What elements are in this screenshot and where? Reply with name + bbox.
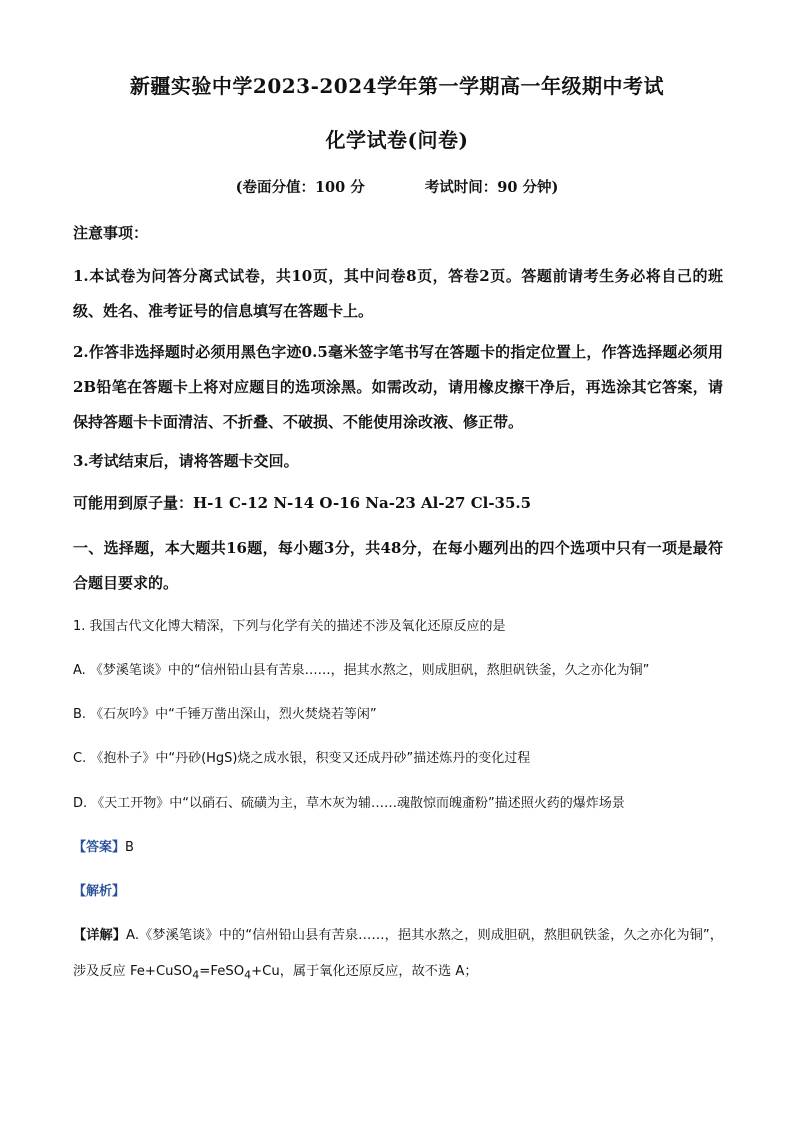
question-1-option-a: A. 《梦溪笔谈》中的“信州铅山县有苦泉……，挹其水熬之，则成胆矾，熬胆矾铁釜，久之亦化为铜” bbox=[73, 663, 650, 678]
question-1-option-b: B. 《石灰吟》中“千锤万凿出深山，烈火焚烧若等闲” bbox=[73, 707, 377, 722]
question-1-option-d: D. 《天工开物》中“以硝石、硫磺为主，草木灰为辅……魂散惊而魄齑粉”描述照火药的爆炸场景 bbox=[73, 796, 625, 811]
question-1-option-c: C. 《抱朴子》中“丹砂(HgS)烧之成水银，积变又还成丹砂”描述炼丹的变化过程 bbox=[73, 751, 531, 766]
section-heading: 一、选择题，本大题共16题，每小题3分，共48分，在每小题列出的四个选项中只有一项是最符合题目要求的。 bbox=[73, 539, 723, 592]
subscript-4b: 4 bbox=[244, 968, 252, 982]
notice-item-2: 2.作答非选择题时必须用黑色字迹0.5毫米签字笔书写在答题卡的指定位置上，作答选择题必须用2B铅笔在答题卡上将对应题目的选项涂黑。如需改动，请用橡皮擦干净后，再选涂其它答案，请保持答题卡卡面清洁、不折叠、不破损、不能使用涂改液、修正带。 bbox=[73, 343, 723, 431]
answer-line bbox=[73, 836, 134, 855]
exam-subtitle: 化学试卷(问卷) bbox=[325, 128, 469, 152]
answer-tag: 【答案】 bbox=[73, 840, 126, 855]
notice-item-1: 1.本试卷为问答分离式试卷，共10页，其中问卷8页，答卷2页。答题前请考生务必将自己的班级、姓名、准考证号的信息填写在答题卡上。 bbox=[73, 267, 723, 320]
analysis-tag: 【解析】 bbox=[73, 884, 126, 899]
score-info: (卷面分值：100 分 bbox=[235, 179, 365, 196]
time-info: 考试时间：90 分钟) bbox=[424, 179, 559, 196]
exam-title: 新疆实验中学2023-2024学年第一学期高一年级期中考试 bbox=[129, 74, 665, 98]
notice-heading: 注意事项： bbox=[73, 224, 149, 242]
question-1-stem: 1. 我国古代文化博大精深，下列与化学有关的描述不涉及氧化还原反应的是 bbox=[73, 619, 506, 634]
analysis-line bbox=[73, 880, 125, 899]
detail-tag: 【详解】 bbox=[73, 928, 127, 943]
exam-meta bbox=[0, 176, 794, 197]
subscript-4a: 4 bbox=[192, 968, 200, 982]
detail-paragraph bbox=[73, 918, 723, 994]
notice-item-3: 3.考试结束后，请将答题卡交回。 bbox=[73, 452, 299, 470]
detail-text-a: A.《梦溪笔谈》中的“信州铅山县有苦泉……，挹其水熬之，则成胆矾，熬胆矾铁釜，久之亦化为铜”，涉及反应 Fe+CuSO bbox=[73, 928, 723, 979]
detail-text-mid: =FeSO bbox=[199, 964, 245, 979]
atomic-mass-line: 可能用到原子量：H-1 C-12 N-14 O-16 Na-23 Al-27 Cl-35.5 bbox=[73, 494, 532, 512]
answer-value: B bbox=[125, 840, 134, 855]
detail-text-end: +Cu，属于氧化还原反应，故不选 A； bbox=[251, 964, 478, 979]
